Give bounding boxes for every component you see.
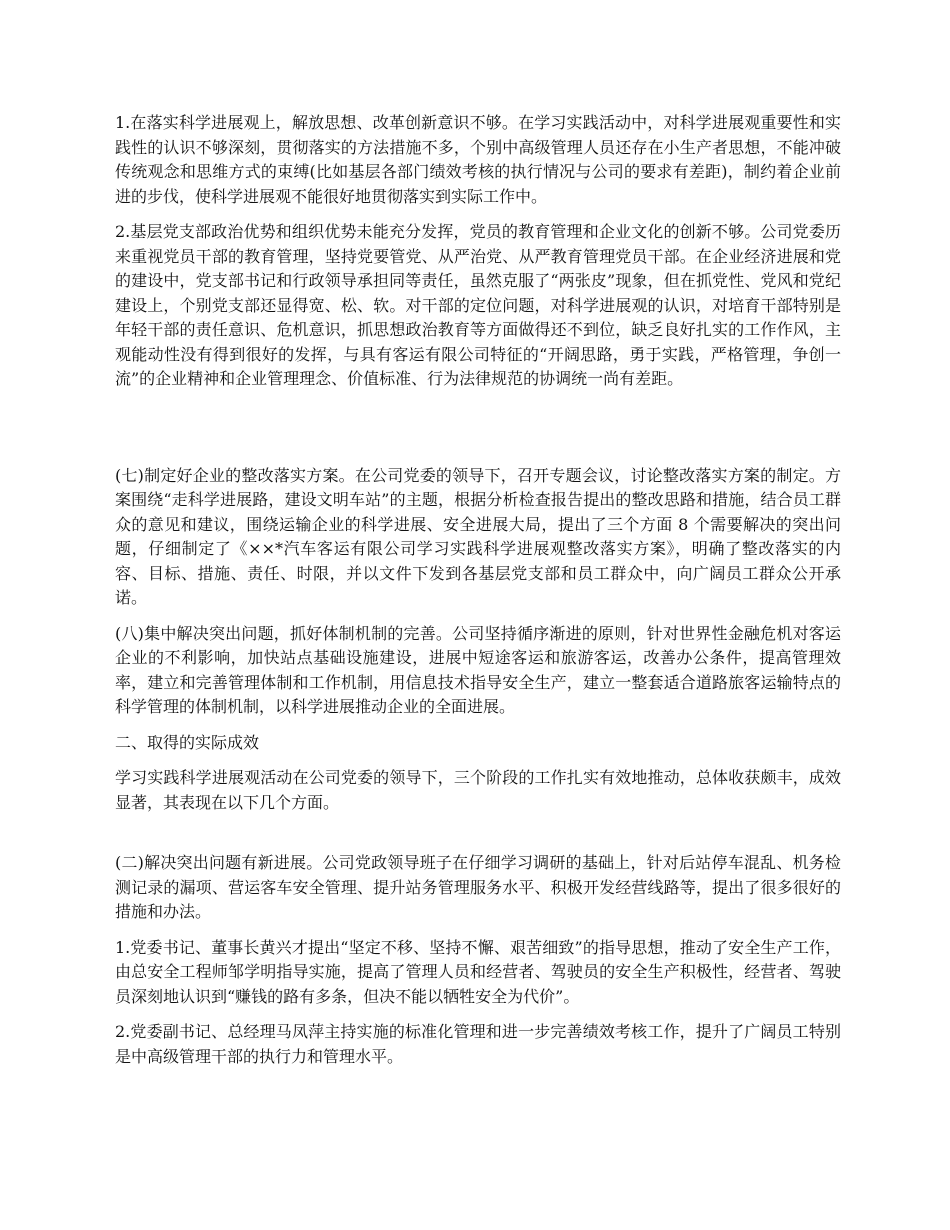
paragraph-section-8: (八)集中解决突出问题，抓好体制机制的完善。公司坚持循序渐进的原则，针对世界性金融危机对客运企业的不利影响，加快站点基础设施建设，进展中短途客运和旅游客运，改善办公条件，提高管理效率，建立和完善管理体制和工作机制，用信息技术指导安全生产，建立一整套适合道路旅客运输特点的科学管理的体制机制，以科学进展推动企业的全面进展。 — [115, 623, 841, 716]
paragraph-1-1: 1.在落实科学进展观上，解放思想、改革创新意识不够。在学习实践活动中，对科学进展观重要性和实践性的认识不够深刻，贯彻落实的方法措施不多，个别中高级管理人员还存在小生产者思想，不能冲破传统观念和思维方式的束缚(比如基层各部门绩效考核的执行情况与公司的要求有差距)，制约着企业前进的步伐，使科学进展观不能很好地贯彻落实到实际工作中。 — [115, 113, 841, 206]
paragraph-2-1: 1.党委书记、董事长黄兴才提出“坚定不移、坚持不懈、艰苦细致”的指导思想，推动了安全生产工作，由总安全工程师邹学明指导实施，提高了管理人员和经营者、驾驶员的安全生产积极性，经营者、驾驶员深刻地认识到“赚钱的路有多条，但决不能以牺牲安全为代价”。 — [115, 937, 841, 1006]
paragraph-1-2: 2.基层党支部政治优势和组织优势未能充分发挥，党员的教育管理和企业文化的创新不够。公司党委历来重视党员干部的教育管理，坚持党要管党、从严治党、从严教育管理党员干部。在企业经济进展和党的建设中，党支部书记和行政领导承担同等责任，虽然克服了“两张皮”现象，但在抓党性、党风和党纪建设上，个别党支部还显得宽、松、软。对干部的定位问题，对科学进展观的认识，对培育干部特别是年轻干部的责任意识、危机意识，抓思想政治教育等方面做得还不到位，缺乏良好扎实的工作作风，主观能动性没有得到很好的发挥，与具有客运有限公司特征的“开阔思路，勇于实践，严格管理，争创一流”的企业精神和企业管理理念、价值标准、行为法律规范的协调统一尚有差距。 — [115, 222, 841, 388]
paragraph-section-2: (二)解决突出问题有新进展。公司党政领导班子在仔细学习调研的基础上，针对后站停车混乱、机务检测记录的漏项、营运客车安全管理、提升站务管理服务水平、积极开发经营线路等，提出了很多很好的措施和办法。 — [115, 853, 841, 921]
paragraph-2-2: 2.党委副书记、总经理马凤萍主持实施的标准化管理和进一步完善绩效考核工作，提升了广阔员工特别是中高级管理干部的执行力和管理水平。 — [115, 1022, 841, 1066]
paragraph-section-7: (七)制定好企业的整改落实方案。在公司党委的领导下，召开专题会议，讨论整改落实方案的制定。方案围绕“走科学进展路，建设文明车站”的主题，根据分析检查报告提出的整改思路和措施，结合员工群众的意见和建议，围绕运输企业的科学进展、安全进展大局，提出了三个方面 8 个需要解决的突出问题，仔细制定了《××*汽车客运有限公司学习实践科学进展观整改落实方案》，明确了整改落实的内容、目标、措施、责任、时限，并以文件下发到各基层党支部和员工群众中，向广阔员工群众公开承诺。 — [115, 465, 841, 607]
heading-results: 二、取得的实际成效 — [115, 732, 260, 752]
paragraph-results-intro: 学习实践科学进展观活动在公司党委的领导下，三个阶段的工作扎实有效地推动，总体收获颇丰，成效显著，其表现在以下几个方面。 — [115, 768, 841, 812]
document-body — [115, 111, 841, 1069]
